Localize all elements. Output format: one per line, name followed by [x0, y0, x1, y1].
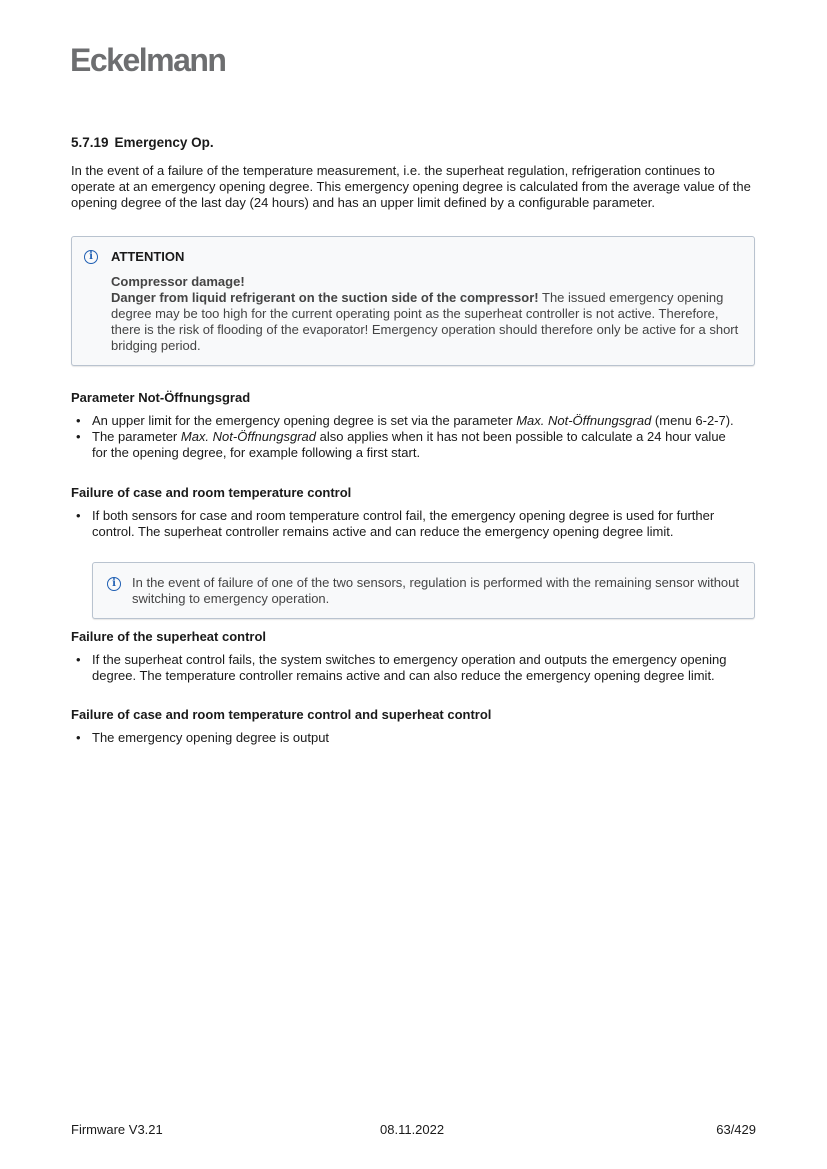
footer-date: 08.11.2022	[380, 1122, 445, 1137]
text: (menu 6-2-7).	[651, 413, 734, 428]
eckelmann-logo: Eckelmann	[70, 42, 226, 78]
param-list	[71, 413, 742, 461]
text: An upper limit for the emergency opening degree is set via the parameter	[92, 413, 517, 428]
attention-heading: Compressor damage!	[111, 274, 245, 289]
both-list	[71, 730, 742, 746]
attention-text	[111, 290, 741, 354]
attention-bold: Danger from liquid refrigerant on the suction side of the compressor!	[111, 290, 539, 305]
info-icon: i	[107, 577, 121, 591]
param-heading: Parameter Not-Öffnungsgrad	[71, 390, 251, 405]
case-list	[71, 508, 742, 540]
case-heading: Failure of case and room temperature control	[71, 485, 352, 500]
superheat-list	[71, 652, 742, 684]
info-icon: i	[84, 250, 98, 264]
footer-firmware: Firmware V3.21	[71, 1122, 163, 1137]
note-text: In the event of failure of one of the two sensors, regulation is performed with the remaining sensor without switching to emergency operation.	[132, 575, 740, 606]
param-name: Max. Not-Öffnungsgrad	[180, 429, 316, 444]
list-item: • The emergency opening degree is output	[71, 730, 742, 746]
list-item	[71, 429, 742, 461]
text: also applies when it has not been possible to calculate a 24 hour value for the opening degree, for example following a first start.	[92, 429, 726, 460]
list-item: • If both sensors for case and room temperature control fail, the emergency opening degree is used for further control. The superheat controller remains active and can reduce the emergency opening degree limit.	[71, 508, 742, 540]
both-heading: Failure of case and room temperature control and superheat control	[71, 707, 492, 722]
attention-title: ATTENTION	[111, 249, 185, 264]
section-title: Emergency Op.	[114, 135, 214, 150]
param-name: Max. Not-Öffnungsgrad	[516, 413, 652, 428]
footer-page-number: 63/429	[716, 1122, 756, 1137]
intro-paragraph: In the event of a failure of the temperature measurement, i.e. the superheat regulation, refrigeration continues to operate at an emergency opening degree. This emergency opening degree is calculated from the average value of the opening degree of the last day (24 hours) and has an upper limit defined by a configurable parameter.	[71, 163, 751, 210]
section-number: 5.7.19	[71, 135, 109, 150]
attention-box	[71, 236, 755, 366]
list-item	[71, 413, 742, 429]
section-heading	[71, 135, 214, 151]
list-item: • If the superheat control fails, the system switches to emergency operation and outputs the emergency opening degree. The temperature controller remains active and can also reduce the emergency opening degree limit.	[71, 652, 742, 684]
superheat-heading: Failure of the superheat control	[71, 629, 267, 644]
attention-body: The issued emergency opening degree may be too high for the current operating point as the superheat controller is not active. Therefore, there is the risk of flooding of the evaporator! Emergency operation should therefore only be active for a short bridging period.	[111, 290, 739, 353]
note-box	[92, 562, 755, 619]
text: The parameter	[92, 429, 181, 444]
